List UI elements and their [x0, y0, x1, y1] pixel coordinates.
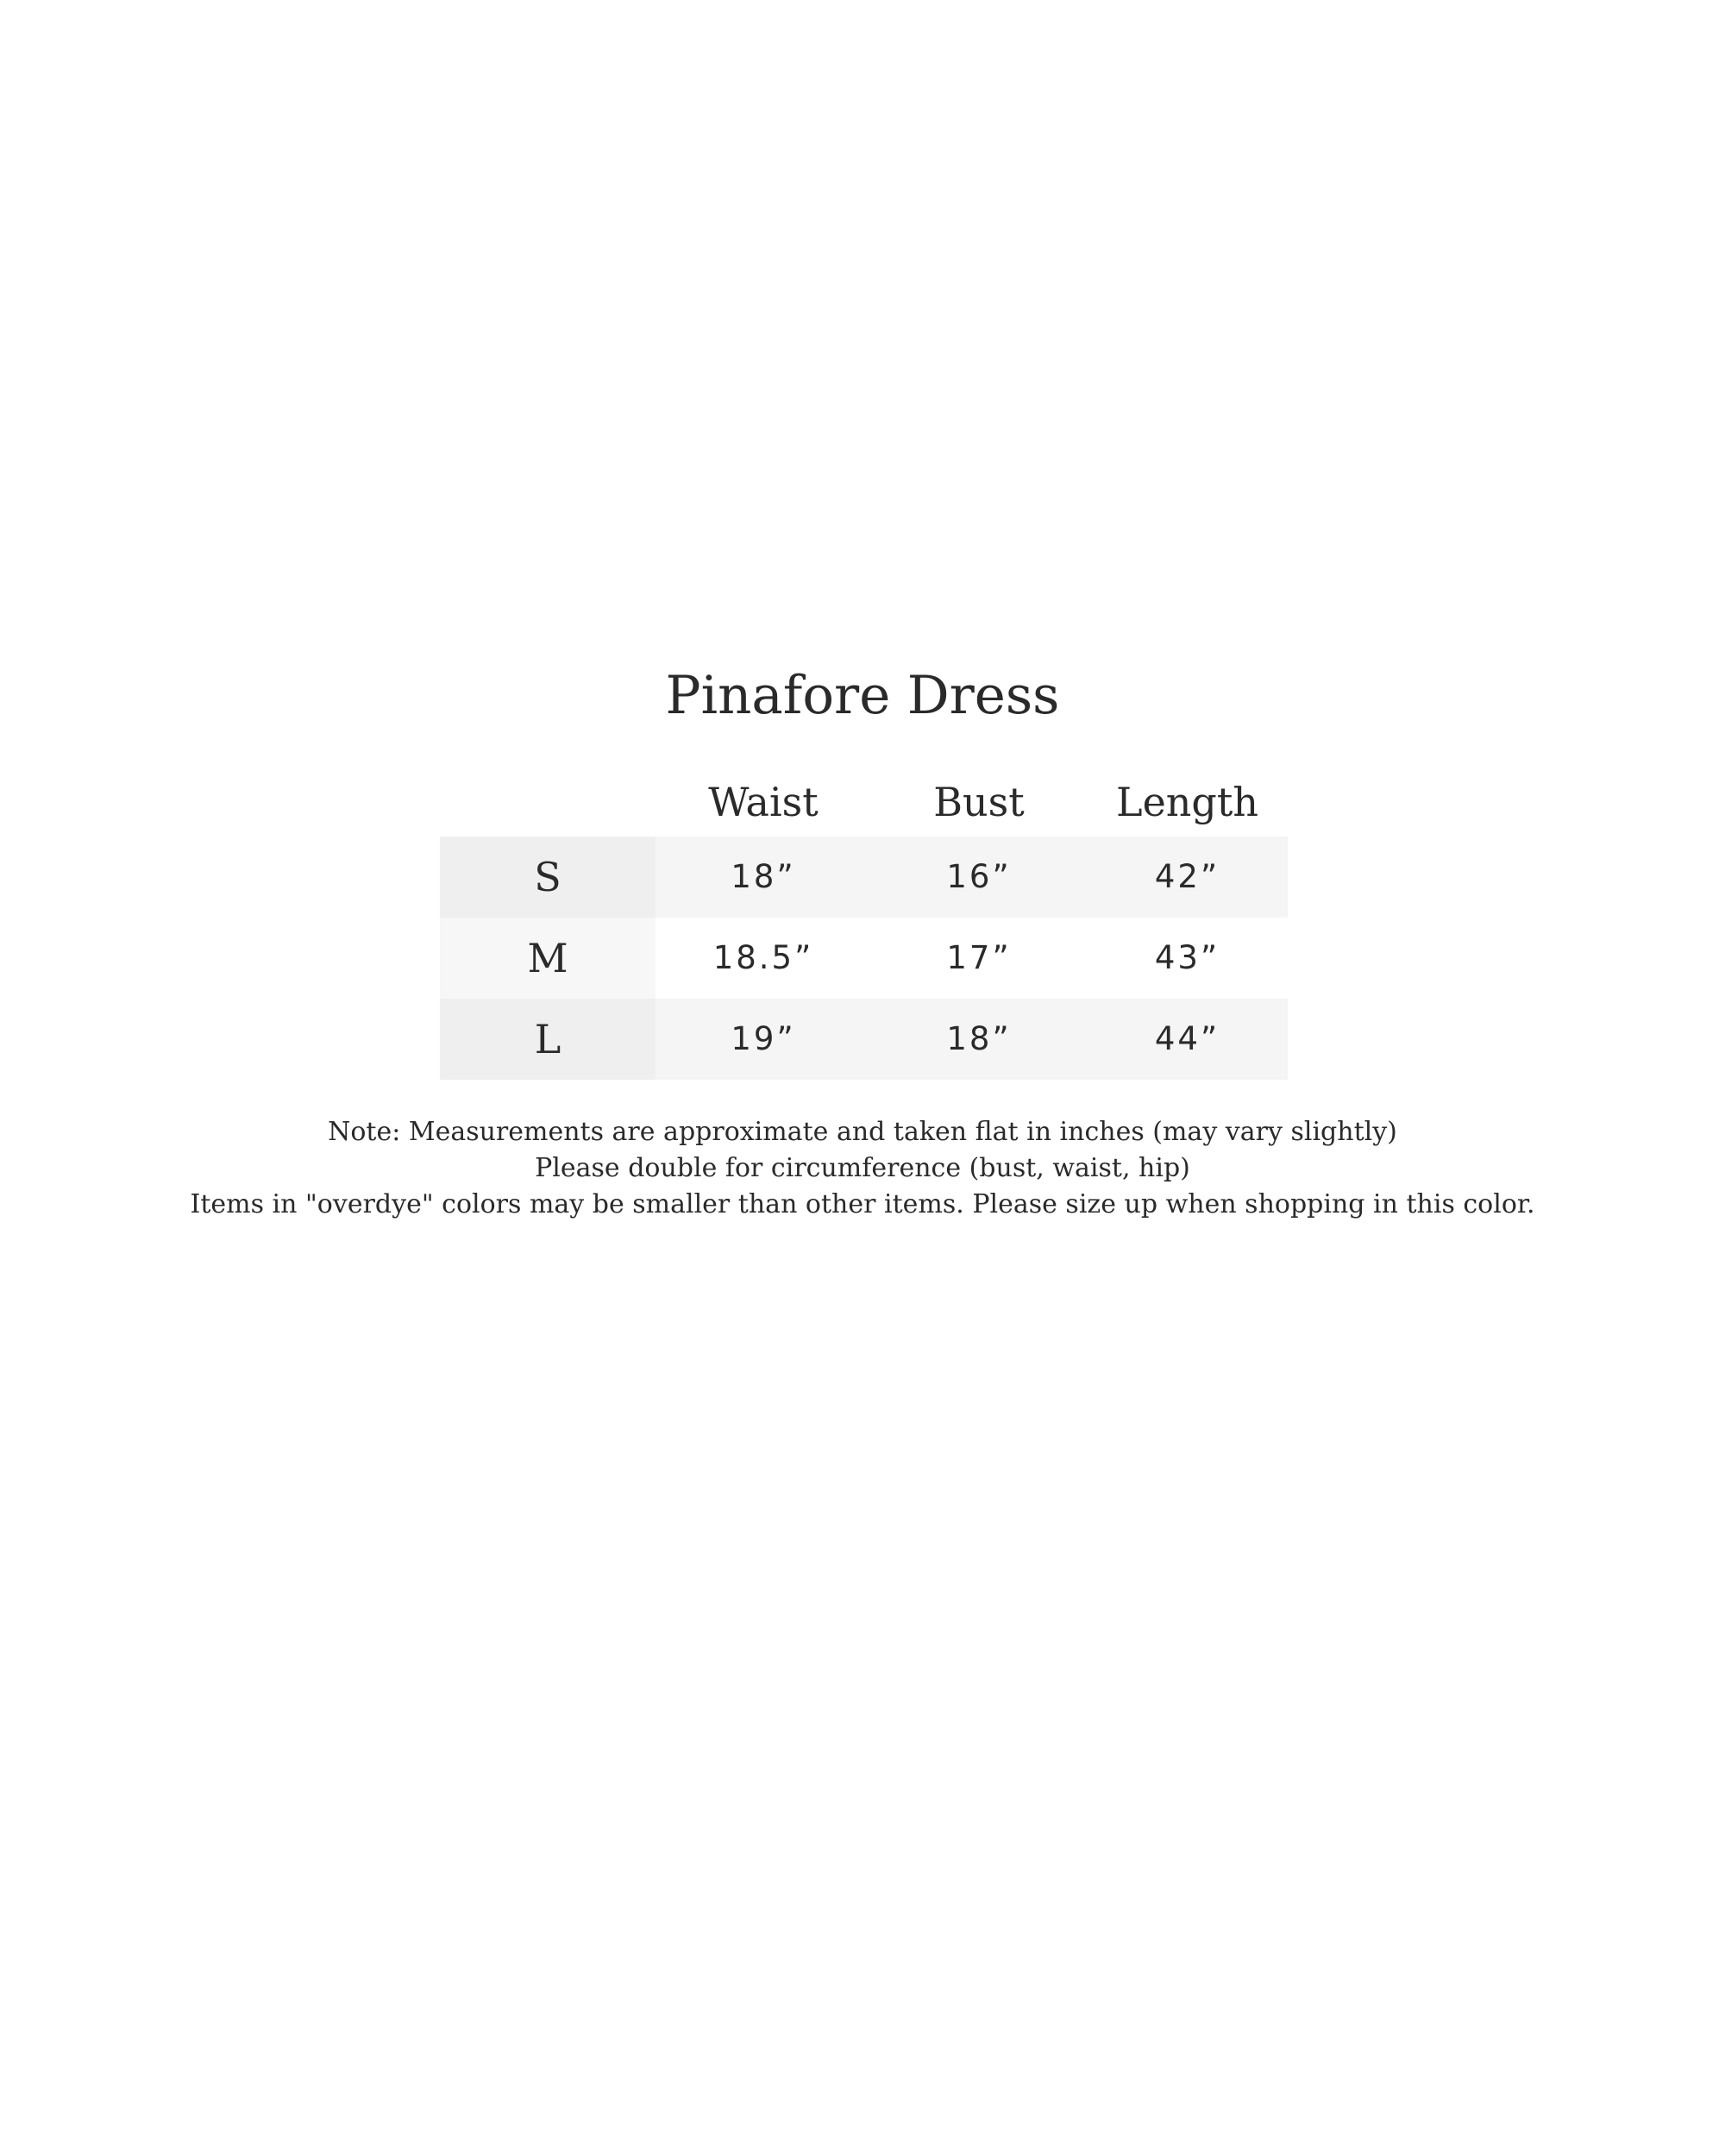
size-label-s: S: [440, 837, 656, 918]
waist-value-s: 18”: [656, 837, 871, 918]
column-header-waist: Waist: [708, 779, 819, 825]
table-row-l: [440, 999, 1288, 1080]
table-row-m: [440, 918, 1288, 999]
length-value-s: 42”: [1087, 837, 1288, 918]
length-value-l: 44”: [1087, 999, 1288, 1080]
page-title: Pinafore Dress: [665, 665, 1060, 726]
size-chart-table: [440, 768, 1288, 1080]
column-header-length: Length: [1116, 779, 1258, 825]
bust-value-m: 17”: [871, 918, 1087, 999]
column-header-bust: Bust: [933, 779, 1025, 825]
waist-value-m: 18.5”: [656, 918, 871, 999]
note-line-circumference: Please double for circumference (bust, waist, hip): [535, 1153, 1190, 1183]
size-label-l: L: [440, 999, 656, 1080]
size-label-m: M: [440, 918, 656, 999]
bust-value-s: 16”: [871, 837, 1087, 918]
note-line-approximate: Note: Measurements are approximate and taken flat in inches (may vary slightly): [328, 1117, 1397, 1147]
table-row-s: [440, 837, 1288, 918]
length-value-m: 43”: [1087, 918, 1288, 999]
measurement-notes: [0, 1114, 1725, 1223]
table-header-row: [440, 768, 1288, 837]
note-line-overdye: Items in "overdye" colors may be smaller than other items. Please size up when shopping in this color.: [190, 1189, 1535, 1219]
waist-value-l: 19”: [656, 999, 871, 1080]
bust-value-l: 18”: [871, 999, 1087, 1080]
table-corner-cell: [440, 768, 656, 837]
